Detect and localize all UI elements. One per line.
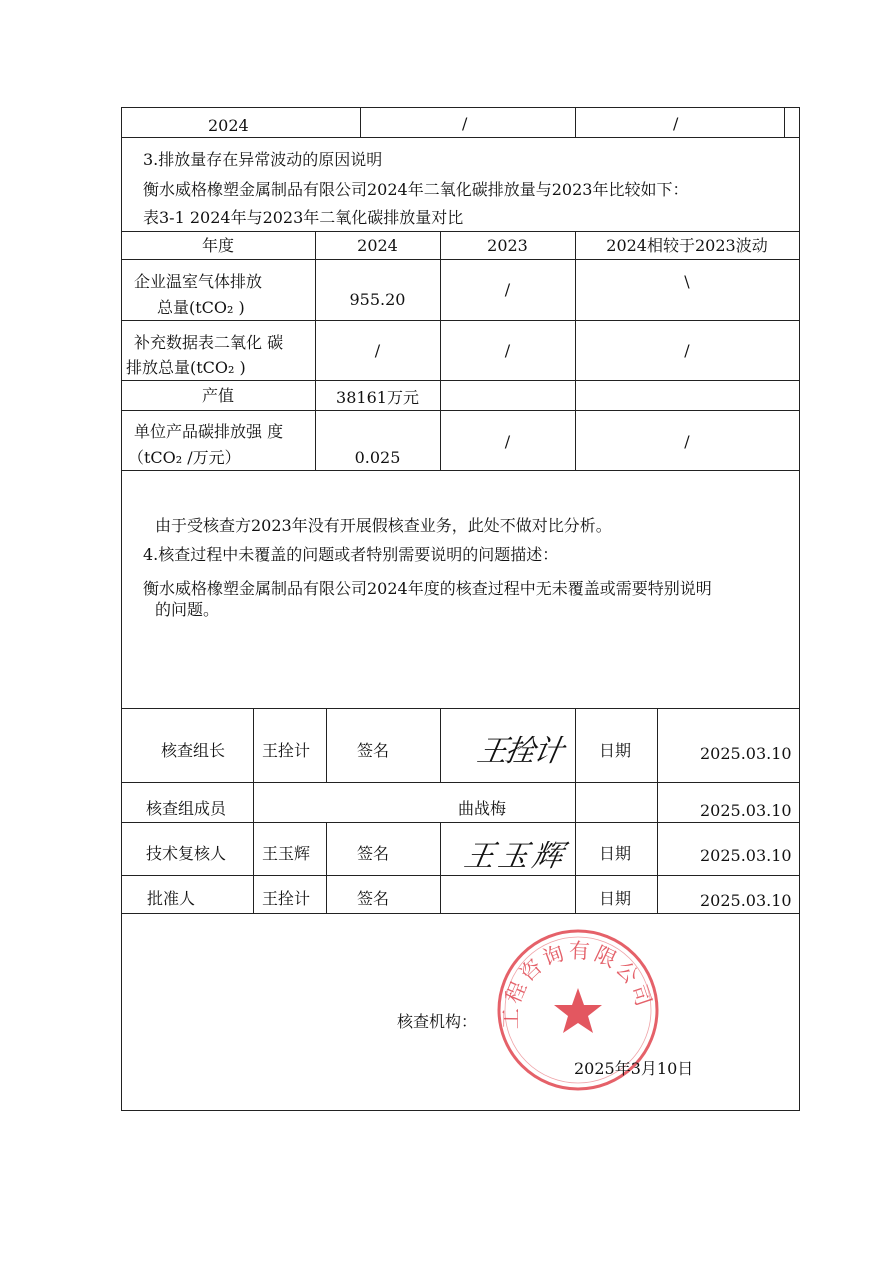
frame-bottom [121,1110,800,1111]
sig-col-2a [326,708,327,782]
table-bottom [121,470,800,471]
row4-label-line1: 单位产品碳排放强 度 [134,422,284,441]
sig-table-top [121,708,800,709]
sig1-role: 核查组长 [161,741,226,760]
sig3-role: 技术复核人 [146,844,227,863]
row4-2024: 0.025 [354,448,401,467]
table-header-year: 年度 [201,236,234,255]
org-label: 核查机构： [397,1012,478,1031]
row2-2023: / [504,341,511,360]
row3-2024: 38161万元 [336,388,419,407]
section3-intro: 衡水威格橡塑金属制品有限公司2024年二氧化碳排放量与2023年比较如下： [143,180,689,199]
row1-label-line2: 总量(tCO₂ ) [157,298,245,317]
row3-label: 产值 [201,386,234,405]
sig1-date-label: 日期 [599,741,632,760]
table-header-diff: 2024相较于2023波动 [606,236,768,255]
sig2-name: 曲战梅 [458,799,507,818]
sig2-date: 2025.03.10 [700,801,792,820]
sig4-role: 批准人 [147,889,196,908]
top-row-year: 2024 [208,116,249,135]
top-row-col3: / [673,114,679,133]
frame-right-inner [784,107,785,137]
row4-2023: / [504,432,511,451]
sig4-name: 王拴计 [262,889,311,908]
row2-label-line1: 补充数据表二氧化 碳 [134,333,284,352]
row4-label-line2: （tCO₂ /万元） [128,448,241,467]
sig-col-1 [253,708,254,913]
table-line-3 [121,380,800,381]
section3-heading: 3.排放量存在异常波动的原因说明 [143,150,383,169]
sig3-name: 王玉辉 [262,844,311,863]
row4-diff: / [684,432,690,451]
sig1-handwritten-signature: 王拴计 [474,734,565,769]
sig1-date: 2025.03.10 [700,744,792,763]
section4-body-line1: 衡水威格橡塑金属制品有限公司2024年度的核查过程中无未覆盖或需要特别说明 [143,579,712,598]
sig3-handwritten-signature: 王玉辉 [461,839,570,874]
sig3-date-label: 日期 [599,844,632,863]
sig-col-2b [326,822,327,913]
row2-diff: / [684,341,690,360]
footer-date: 2025年3月10日 [574,1059,694,1078]
top-row-col2: / [462,114,468,133]
section4-heading: 4.核查过程中未覆盖的问题或者特别需要说明的问题描述： [143,545,559,564]
table-line-1 [121,259,800,260]
top-row-divider-1 [360,107,361,137]
table-header-2024: 2024 [357,236,398,255]
sig-col-3b [440,822,441,913]
table-line-4 [121,410,800,411]
row2-label-line2: 排放总量(tCO₂ ) [126,358,246,377]
sig2-role: 核查组成员 [146,799,227,818]
sig-col-4 [575,708,576,913]
table-line-2 [121,320,800,321]
sig4-date: 2025.03.10 [700,891,792,910]
seal-star [554,988,602,1033]
row1-2023: / [504,280,511,299]
row2-2024: / [374,341,381,360]
sig3-sign-label: 签名 [357,844,390,863]
sig-col-3a [440,708,441,782]
sig4-date-label: 日期 [599,889,632,908]
sig1-name: 王拴计 [262,741,311,760]
sig-line-3 [121,875,800,876]
sig-table-bottom [121,913,800,914]
table-caption: 表3-1 2024年与2023年二氧化碳排放量对比 [143,208,464,227]
analysis-note: 由于受核查方2023年没有开展假核查业务，此处不做对比分析。 [155,516,612,535]
sig-col-5 [657,708,658,913]
seal-text: 工程咨询有限公司 [498,938,657,1030]
sig4-sign-label: 签名 [357,889,390,908]
sig3-date: 2025.03.10 [700,846,792,865]
row1-2024: 955.20 [349,290,406,309]
row1-diff: \ [684,272,690,291]
sig1-sign-label: 签名 [357,741,390,760]
frame-left [121,107,122,1110]
section4-body-line2: 的问题。 [155,600,220,619]
row1-label-line1: 企业温室气体排放 [134,272,263,291]
sig-line-1 [121,782,800,783]
top-row-divider-2 [575,107,576,137]
table-top [121,231,800,232]
frame-right [799,107,800,1110]
top-row-bottom [121,137,800,138]
sig-line-2 [121,822,800,823]
table-header-2023: 2023 [487,236,528,255]
frame-top [121,107,800,108]
